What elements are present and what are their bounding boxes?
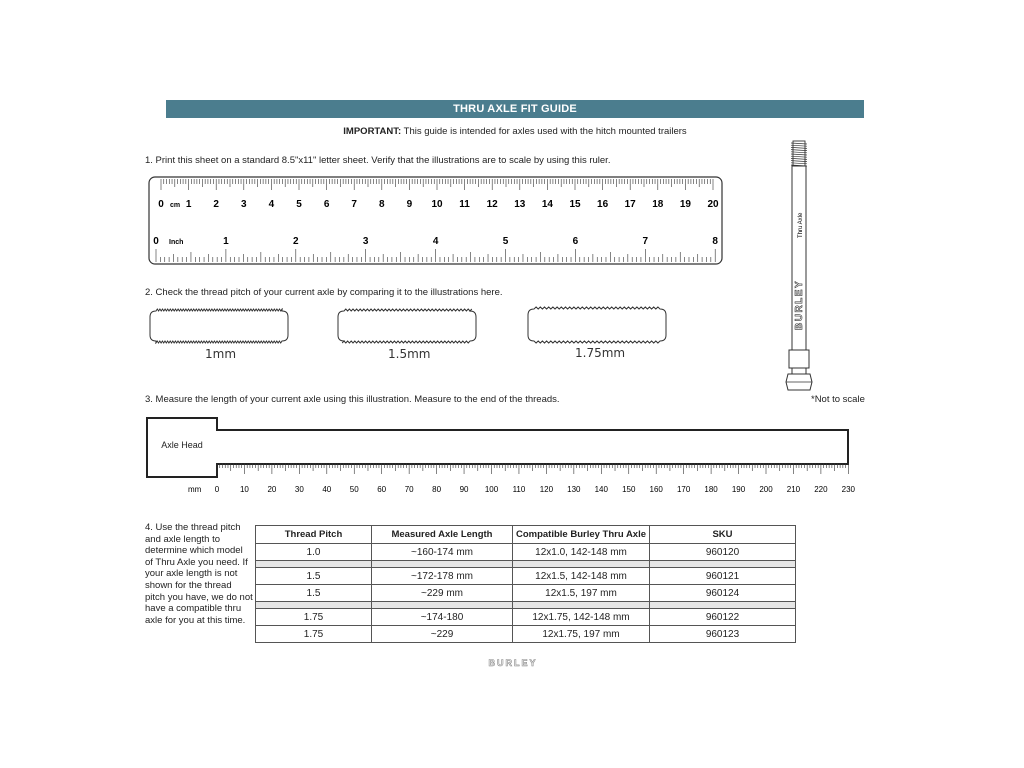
axle-neck <box>792 368 806 374</box>
cm-labels <box>158 199 719 210</box>
cell-sku: 960121 <box>650 568 796 585</box>
cell-sku: 960124 <box>650 585 796 602</box>
table-header-row <box>256 526 796 544</box>
cm-label: 13 <box>514 199 526 210</box>
cell-thread-pitch: 1.5 <box>256 568 372 585</box>
mm-label: 130 <box>567 485 581 494</box>
cm-label: 7 <box>351 199 357 210</box>
mm-label: 220 <box>814 485 828 494</box>
cell-sku: 960120 <box>650 544 796 561</box>
mm-label: 190 <box>731 485 746 494</box>
mm-label: 170 <box>676 485 691 494</box>
cm-label: 18 <box>652 199 664 210</box>
scale-ruler <box>148 176 724 266</box>
cm-label: 14 <box>541 199 553 210</box>
mm-label: 60 <box>377 485 387 494</box>
mm-labels <box>215 485 856 494</box>
inch-label: 0 <box>153 236 159 247</box>
header-sku: SKU <box>650 526 796 544</box>
step-3-text: 3. Measure the length of your current axle using this illustration. Measure to the end of the threads. <box>145 394 560 405</box>
not-to-scale-note: *Not to scale <box>811 394 865 405</box>
cell-measured-length: ~160-174 mm <box>372 544 513 561</box>
footer-logo-text: BURLEY <box>488 658 538 668</box>
table-row <box>256 609 796 626</box>
thru-axle-illustration <box>775 138 823 396</box>
important-text: This guide is intended for axles used with the hitch mounted trailers <box>401 126 687 137</box>
cm-ticks <box>161 179 713 190</box>
cm-label: 16 <box>597 199 609 210</box>
cell-compatible-axle: 12x1.75, 197 mm <box>513 626 650 643</box>
mm-label: 10 <box>239 485 249 494</box>
footer-logo <box>478 656 548 670</box>
cell-compatible-axle: 12x1.5, 142-148 mm <box>513 568 650 585</box>
mm-label: 40 <box>322 485 332 494</box>
step-2-text: 2. Check the thread pitch of your current axle by comparing it to the illustrations here. <box>145 287 503 298</box>
cm-label: 4 <box>268 199 275 210</box>
cell-sku: 960122 <box>650 609 796 626</box>
cm-label: 20 <box>707 199 719 210</box>
mm-label: 140 <box>594 485 608 494</box>
mm-label: 210 <box>786 485 801 494</box>
cell-measured-length: ~172-178 mm <box>372 568 513 585</box>
thread-profile-1-5mm <box>338 309 476 343</box>
mm-label: 150 <box>622 485 636 494</box>
axle-shaft-bar <box>216 429 849 465</box>
cm-label: 3 <box>241 199 247 210</box>
mm-label: 70 <box>404 485 414 494</box>
inch-label: 3 <box>362 236 369 247</box>
pitch-sample-1mm <box>148 308 290 344</box>
important-label: IMPORTANT: <box>343 126 402 137</box>
axle-thread-section <box>791 141 807 166</box>
mm-label: 120 <box>539 485 554 494</box>
step-4-text: 4. Use the thread pitch and axle length to determine which model of Thru Axle you need. If your axle length is not shown for the thread pitch you have, we do not have a compatible thru axle for you at this time. <box>145 522 253 626</box>
thread-profile-1-75mm <box>528 307 666 343</box>
header-measured-length: Measured Axle Length <box>372 526 513 544</box>
cm-label: 11 <box>459 199 470 210</box>
pitch-label-1-5mm: 1.5mm <box>388 347 431 361</box>
mm-label: 50 <box>349 485 359 494</box>
cell-thread-pitch: 1.0 <box>256 544 372 561</box>
inch-label: 1 <box>223 236 229 247</box>
cell-compatible-axle: 12x1.5, 197 mm <box>513 585 650 602</box>
thread-profile-1mm <box>150 309 288 343</box>
mm-label: 20 <box>267 485 277 494</box>
cell-measured-length: ~229 <box>372 626 513 643</box>
cm-label: 10 <box>431 199 443 210</box>
cm-label: 1 <box>185 199 192 210</box>
mm-label: 200 <box>759 485 773 494</box>
pitch-label-1mm: 1mm <box>205 347 237 361</box>
inch-label: 4 <box>432 236 439 247</box>
mm-label: 180 <box>704 485 718 494</box>
cm-label: 17 <box>624 199 636 210</box>
pitch-label-1-75mm: 1.75mm <box>575 346 626 360</box>
cm-label: 8 <box>379 199 385 210</box>
cm-label: 6 <box>323 199 330 210</box>
mm-label: 80 <box>432 485 442 494</box>
table-row <box>256 568 796 585</box>
mm-label: 30 <box>294 485 304 494</box>
mm-label: 0 <box>214 485 220 494</box>
inch-unit-label: Inch <box>169 239 184 246</box>
mm-ticks <box>217 463 848 474</box>
header-thread-pitch: Thread Pitch <box>256 526 372 544</box>
table-row <box>256 544 796 561</box>
header-compatible-axle: Compatible Burley Thru Axle <box>513 526 650 544</box>
cell-measured-length: ~174-180 <box>372 609 513 626</box>
table-row <box>256 585 796 602</box>
cm-unit-label: cm <box>170 202 181 209</box>
inch-label: 8 <box>712 236 718 247</box>
mm-label: 100 <box>484 485 499 494</box>
mm-label: 230 <box>841 485 856 494</box>
pitch-sample-1-75mm <box>526 306 668 344</box>
inch-label: 2 <box>293 236 299 247</box>
cm-label: 15 <box>569 199 581 210</box>
table-separator <box>256 561 796 568</box>
axle-brand-text: BURLEY <box>794 279 805 330</box>
important-note <box>166 126 864 137</box>
mm-label: 110 <box>512 485 526 494</box>
cm-label: 2 <box>213 199 219 210</box>
cm-label: 5 <box>296 199 302 210</box>
guide-title: THRU AXLE FIT GUIDE <box>453 103 577 115</box>
guide-title-banner <box>166 100 864 118</box>
cell-thread-pitch: 1.75 <box>256 609 372 626</box>
cell-thread-pitch: 1.5 <box>256 585 372 602</box>
cm-label: 9 <box>406 199 413 210</box>
cm-label: 0 <box>158 199 164 210</box>
mm-label: 160 <box>649 485 663 494</box>
cell-compatible-axle: 12x1.75, 142-148 mm <box>513 609 650 626</box>
cell-thread-pitch: 1.75 <box>256 626 372 643</box>
table-row <box>256 626 796 643</box>
cm-label: 12 <box>486 199 498 210</box>
inch-label: 7 <box>642 236 649 247</box>
pitch-sample-1-5mm <box>336 308 478 344</box>
inch-label: 6 <box>572 236 579 247</box>
cell-sku: 960123 <box>650 626 796 643</box>
axle-head-label: Axle Head <box>161 440 203 450</box>
mm-unit-label: mm <box>188 485 202 494</box>
step-1-text: 1. Print this sheet on a standard 8.5"x11" letter sheet. Verify that the illustrations are to scale by using this ruler. <box>145 155 611 166</box>
axle-collar <box>789 350 809 368</box>
cell-measured-length: ~229 mm <box>372 585 513 602</box>
cell-compatible-axle: 12x1.0, 142-148 mm <box>513 544 650 561</box>
axle-thread-body <box>793 141 805 166</box>
axle-product-text: Thru Axle <box>798 212 804 238</box>
fit-table <box>255 525 796 643</box>
cm-label: 19 <box>679 199 691 210</box>
inch-label: 5 <box>502 236 509 247</box>
mm-label: 90 <box>459 485 469 494</box>
mm-scale <box>186 462 856 498</box>
table-separator <box>256 602 796 609</box>
